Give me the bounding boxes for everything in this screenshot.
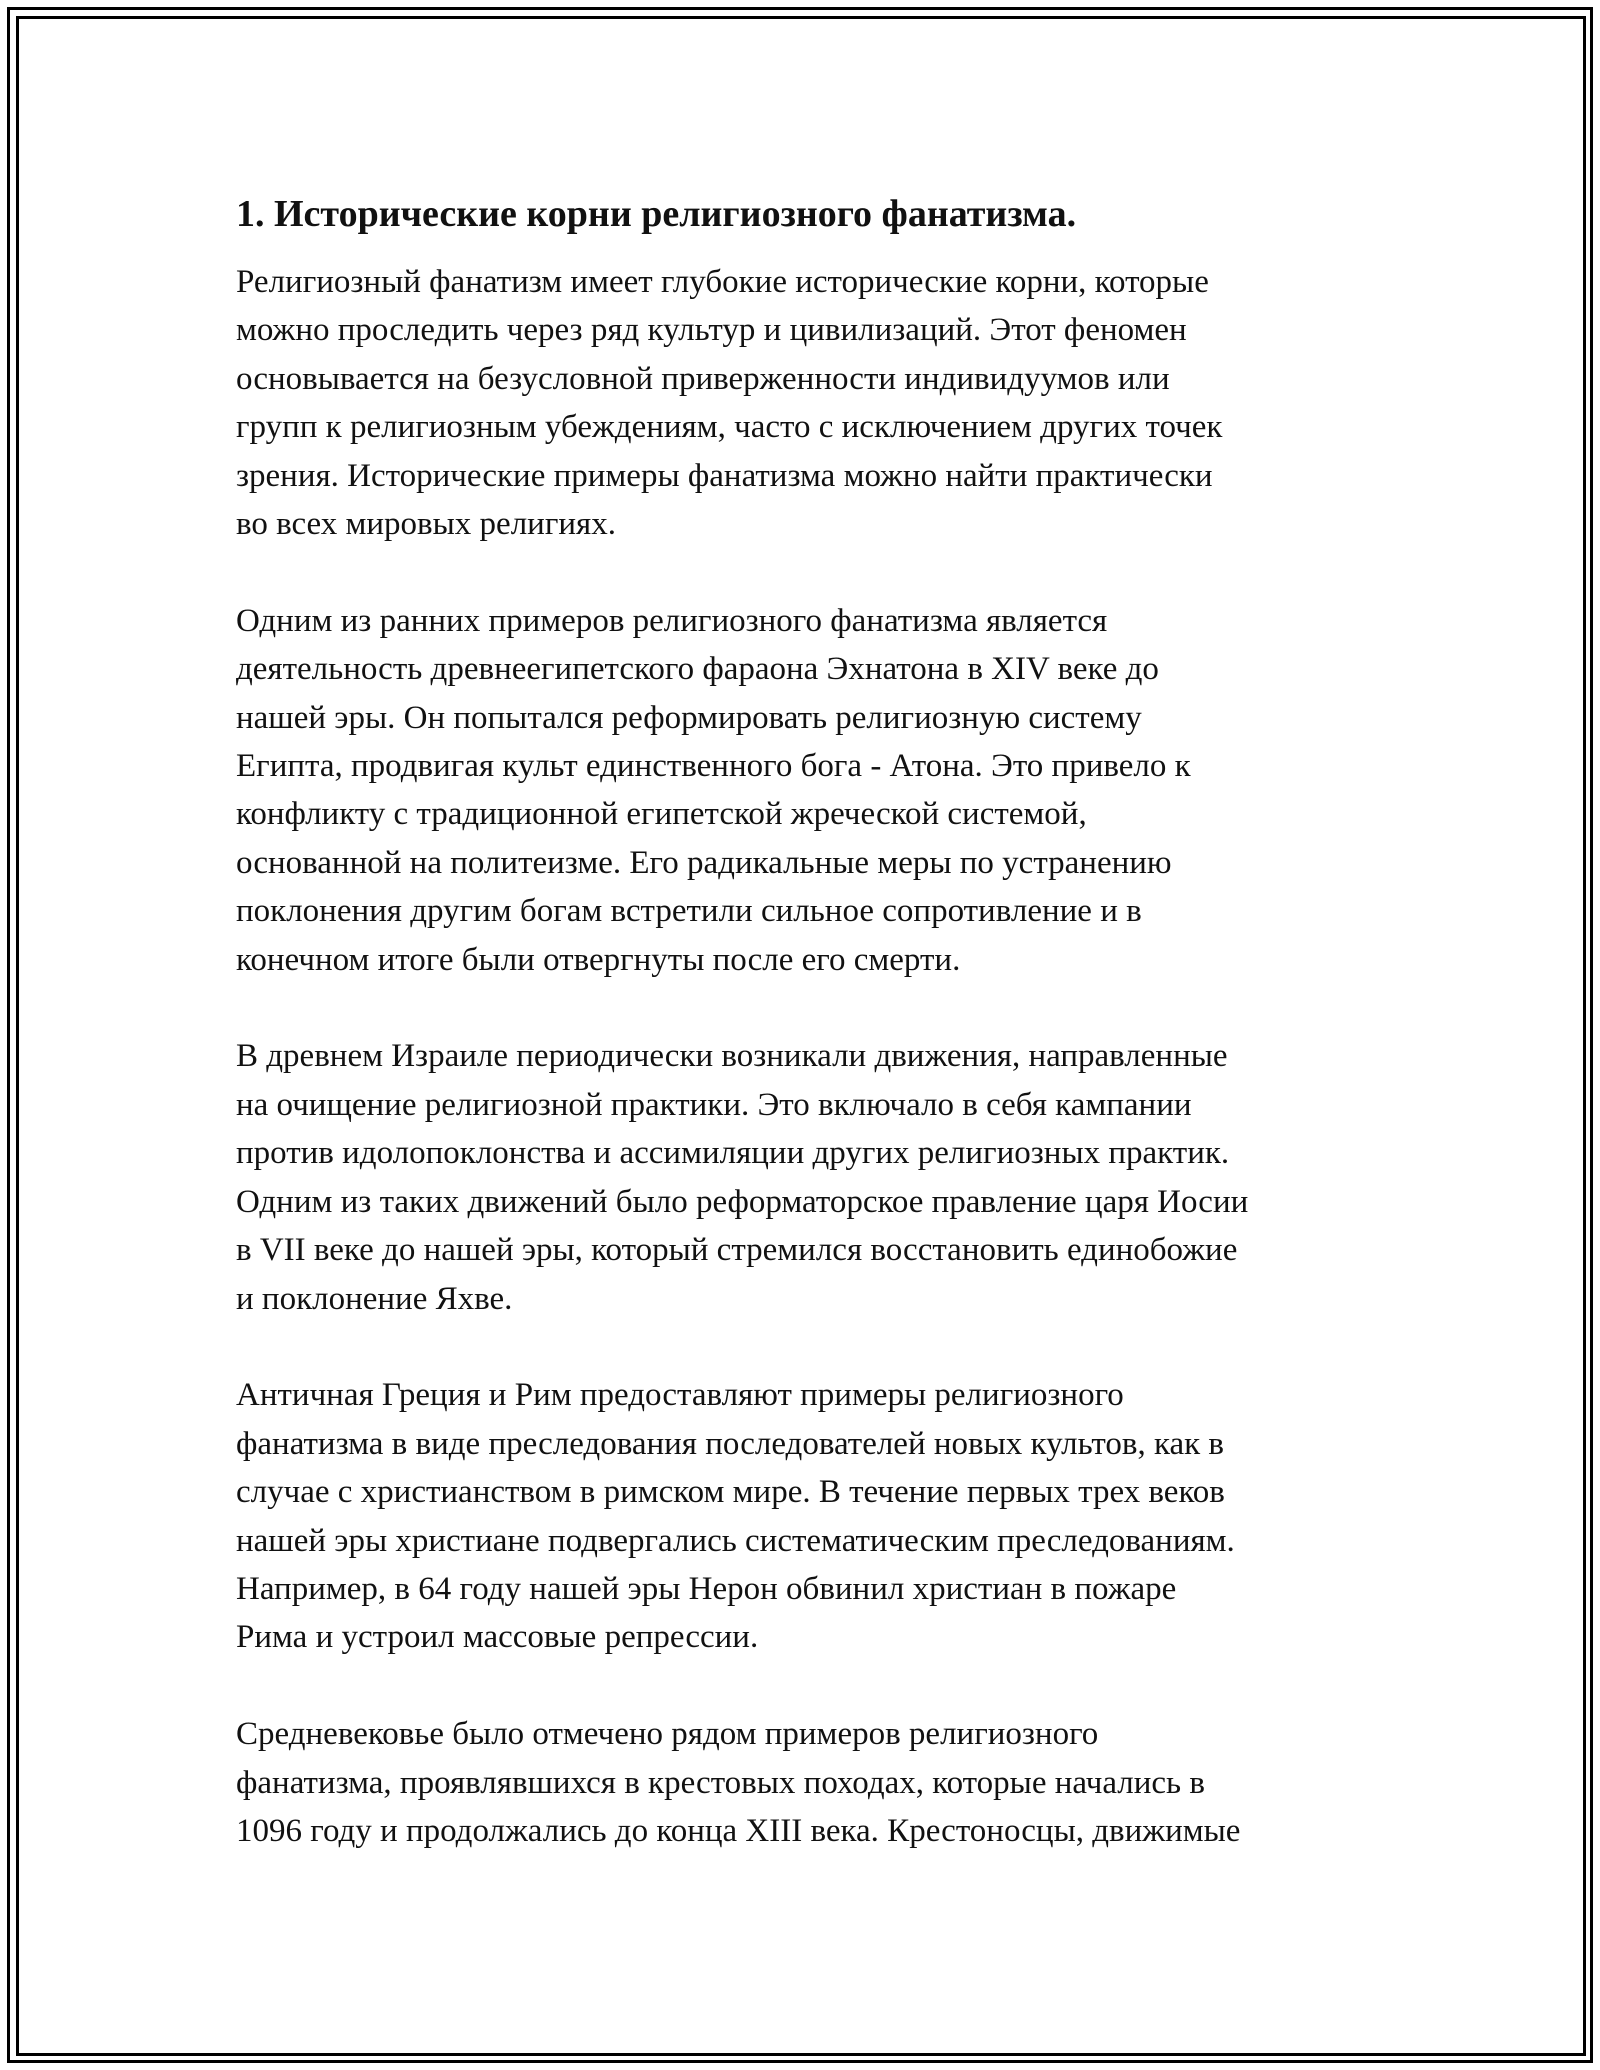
paragraph-line: в VII веке до нашей эры, который стремился восстановить единобожие bbox=[236, 1232, 1238, 1269]
paragraph-line: фанатизма, проявлявшихся в крестовых походах, которые начались в bbox=[236, 1764, 1205, 1801]
paragraph-2 bbox=[236, 597, 1376, 984]
paragraph-spacer bbox=[236, 984, 1376, 1032]
paragraph-line: зрения. Исторические примеры фанатизма можно найти практически bbox=[236, 457, 1213, 494]
paragraph-line: В древнем Израиле периодически возникали движения, направленные bbox=[236, 1038, 1228, 1075]
paragraph-line: случае с христианством в римском мире. В течение первых трех веков bbox=[236, 1474, 1225, 1511]
paragraph-line: против идолопоклонства и ассимиляции других религиозных практик. bbox=[236, 1135, 1230, 1172]
paragraph-line: деятельность древнеегипетского фараона Эхнатона в XIV веке до bbox=[236, 651, 1159, 688]
paragraph-line: нашей эры христиане подвергались систематическим преследованиям. bbox=[236, 1522, 1235, 1559]
document-body bbox=[236, 186, 1376, 1855]
paragraph-spacer bbox=[236, 548, 1376, 596]
paragraph-line: Античная Греция и Рим предоставляют примеры религиозного bbox=[236, 1377, 1124, 1414]
paragraph-line: Одним из ранних примеров религиозного фанатизма является bbox=[236, 602, 1108, 639]
paragraph-line: Религиозный фанатизм имеет глубокие исторические корни, которые bbox=[236, 264, 1209, 300]
paragraph-5 bbox=[236, 1710, 1376, 1855]
paragraph-line: Рима и устроил массовые репрессии. bbox=[236, 1619, 759, 1656]
paragraph-4 bbox=[236, 1371, 1376, 1661]
paragraph-line: на очищение религиозной практики. Это включало в себя кампании bbox=[236, 1086, 1192, 1123]
paragraph-1 bbox=[236, 258, 1376, 548]
paragraph-line: фанатизма в виде преследования последователей новых культов, как в bbox=[236, 1425, 1225, 1462]
paragraph-line: конфликту с традиционной египетской жреческой системой, bbox=[236, 796, 1087, 833]
paragraph-line: конечном итоге были отвергнуты после его смерти. bbox=[236, 941, 961, 978]
paragraph-line: и поклонение Яхве. bbox=[236, 1280, 513, 1317]
paragraph-line: Одним из таких движений было реформаторское правление царя Иосии bbox=[236, 1183, 1249, 1220]
paragraph-line: Египта, продвигая культ единственного бога - Атона. Это привело к bbox=[236, 748, 1191, 785]
paragraph-line: основывается на безусловной приверженности индивидуумов или bbox=[236, 360, 1170, 397]
paragraph-line: основанной на политеизме. Его радикальные меры по устранению bbox=[236, 844, 1172, 881]
paragraph-line: групп к религиозным убеждениям, часто с исключением других точек bbox=[236, 409, 1223, 446]
paragraph-spacer bbox=[236, 1662, 1376, 1710]
paragraph-line: Средневековье было отмечено рядом примеров религиозного bbox=[236, 1716, 1099, 1753]
paragraph-line: во всех мировых религиях. bbox=[236, 506, 616, 543]
paragraph-3 bbox=[236, 1032, 1376, 1322]
paragraph-line: 1096 году и продолжались до конца XIII века. Крестоносцы, движимые bbox=[236, 1812, 1241, 1849]
paragraph-line: нашей эры. Он попытался реформировать религиозную систему bbox=[236, 699, 1142, 736]
paragraph-line: Например, в 64 году нашей эры Нерон обвинил христиан в пожаре bbox=[236, 1570, 1177, 1607]
paragraph-spacer bbox=[236, 1323, 1376, 1371]
paragraph-line: поклонения другим богам встретили сильное сопротивление и в bbox=[236, 893, 1142, 930]
paragraph-line: можно проследить через ряд культур и цивилизаций. Этот феномен bbox=[236, 312, 1187, 349]
section-title: 1. Исторические корни религиозного фанатизма. bbox=[236, 193, 1077, 235]
